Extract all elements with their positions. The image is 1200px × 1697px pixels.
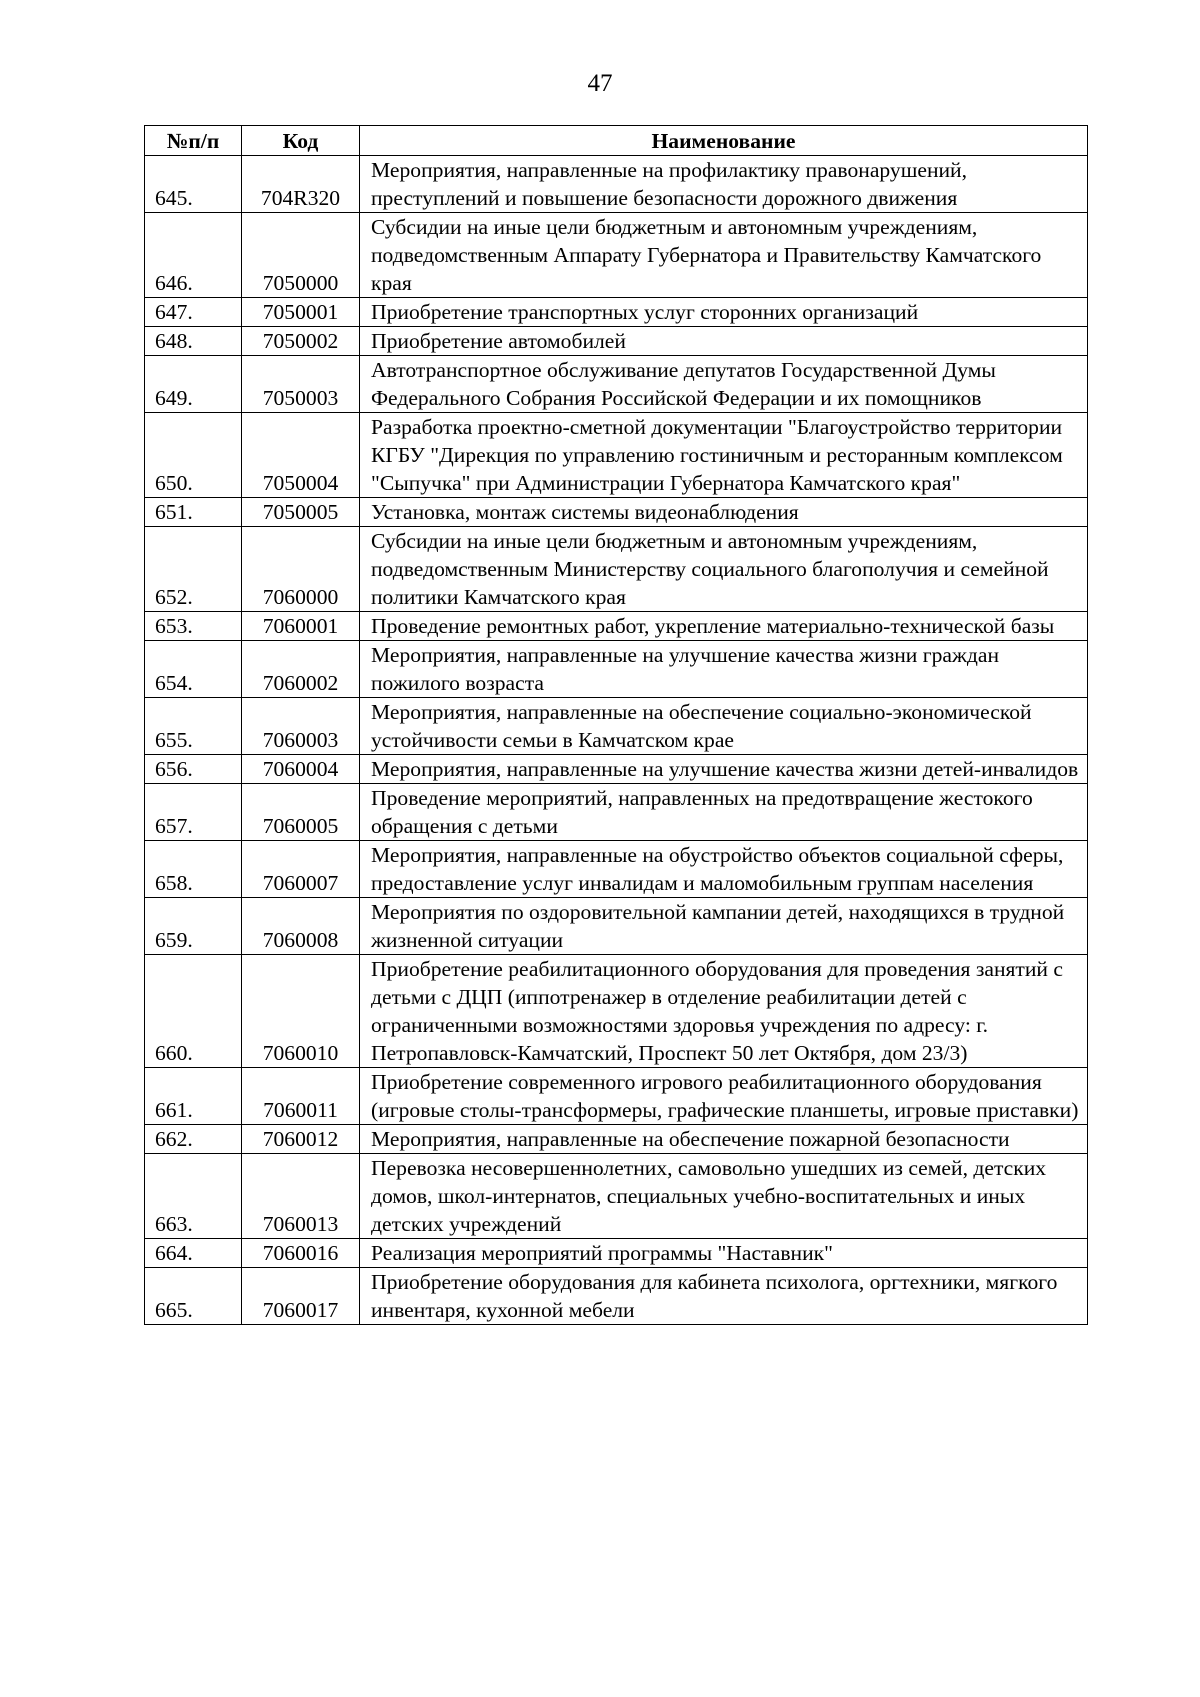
row-number-cell: 653.	[145, 612, 242, 641]
row-name-cell: Реализация мероприятий программы "Наставник"	[360, 1239, 1088, 1268]
row-number-cell: 652.	[145, 527, 242, 612]
row-name-cell: Приобретение оборудования для кабинета психолога, оргтехники, мягкого инвентаря, кухонной мебели	[360, 1268, 1088, 1325]
row-name-cell: Мероприятия, направленные на обеспечение пожарной безопасности	[360, 1125, 1088, 1154]
table-row	[145, 327, 1088, 356]
row-number-cell: 649.	[145, 356, 242, 413]
table-row	[145, 612, 1088, 641]
row-name-cell: Приобретение транспортных услуг сторонних организаций	[360, 298, 1088, 327]
row-code-cell: 7050000	[242, 213, 360, 298]
table-row	[145, 413, 1088, 498]
row-number-cell: 659.	[145, 898, 242, 955]
table-row	[145, 1239, 1088, 1268]
row-number-cell: 655.	[145, 698, 242, 755]
table-row	[145, 784, 1088, 841]
table-row	[145, 213, 1088, 298]
row-number-cell: 660.	[145, 955, 242, 1068]
row-code-cell: 7060005	[242, 784, 360, 841]
table-body	[145, 156, 1088, 1325]
column-header-num: №п/п	[145, 126, 242, 156]
table-header-row	[145, 126, 1088, 156]
row-number-cell: 648.	[145, 327, 242, 356]
table-row	[145, 156, 1088, 213]
table-row	[145, 698, 1088, 755]
row-number-cell: 665.	[145, 1268, 242, 1325]
table-row	[145, 1154, 1088, 1239]
row-name-cell: Установка, монтаж системы видеонаблюдения	[360, 498, 1088, 527]
row-number-cell: 661.	[145, 1068, 242, 1125]
row-code-cell: 7050003	[242, 356, 360, 413]
table-row	[145, 641, 1088, 698]
table-row	[145, 1268, 1088, 1325]
row-number-cell: 651.	[145, 498, 242, 527]
row-name-cell: Субсидии на иные цели бюджетным и автономным учреждениям, подведомственным Министерству социального благополучия и семейной политики Камчатского края	[360, 527, 1088, 612]
table-row	[145, 498, 1088, 527]
row-name-cell: Мероприятия, направленные на обустройство объектов социальной сферы, предоставление услуг инвалидам и маломобильным группам населения	[360, 841, 1088, 898]
table-row	[145, 1125, 1088, 1154]
row-code-cell: 7060007	[242, 841, 360, 898]
row-number-cell: 664.	[145, 1239, 242, 1268]
row-number-cell: 645.	[145, 156, 242, 213]
row-name-cell: Мероприятия, направленные на профилактику правонарушений, преступлений и повышение безопасности дорожного движения	[360, 156, 1088, 213]
row-name-cell: Мероприятия, направленные на обеспечение социально-экономической устойчивости семьи в Камчатском крае	[360, 698, 1088, 755]
row-name-cell: Мероприятия по оздоровительной кампании детей, находящихся в трудной жизненной ситуации	[360, 898, 1088, 955]
table-row	[145, 955, 1088, 1068]
page-number: 47	[587, 70, 613, 97]
row-number-cell: 654.	[145, 641, 242, 698]
row-code-cell: 7050001	[242, 298, 360, 327]
row-number-cell: 650.	[145, 413, 242, 498]
row-name-cell: Мероприятия, направленные на улучшение качества жизни детей-инвалидов	[360, 755, 1088, 784]
row-code-cell: 7060001	[242, 612, 360, 641]
row-number-cell: 663.	[145, 1154, 242, 1239]
row-name-cell: Проведение ремонтных работ, укрепление материально-технической базы	[360, 612, 1088, 641]
row-name-cell: Субсидии на иные цели бюджетным и автономным учреждениям, подведомственным Аппарату Губернатора и Правительству Камчатского края	[360, 213, 1088, 298]
row-name-cell: Разработка проектно-сметной документации "Благоустройство территории КГБУ "Дирекция по управлению гостиничным и ресторанным комплексом "Сыпучка" при Администрации Губернатора Камчатского края"	[360, 413, 1088, 498]
row-code-cell: 7060017	[242, 1268, 360, 1325]
column-header-name: Наименование	[360, 126, 1088, 156]
row-code-cell: 7060004	[242, 755, 360, 784]
row-number-cell: 662.	[145, 1125, 242, 1154]
table-row	[145, 1068, 1088, 1125]
row-number-cell: 646.	[145, 213, 242, 298]
row-code-cell: 7060012	[242, 1125, 360, 1154]
row-name-cell: Мероприятия, направленные на улучшение качества жизни граждан пожилого возраста	[360, 641, 1088, 698]
table-row	[145, 356, 1088, 413]
row-name-cell: Приобретение реабилитационного оборудования для проведения занятий с детьми с ДЦП (иппотренажер в отделение реабилитации детей с ограниченными возможностями здоровья учреждения по адресу: г. Петропавловск-Камчатский, Проспект 50 лет Октября, дом 23/3)	[360, 955, 1088, 1068]
row-number-cell: 658.	[145, 841, 242, 898]
row-code-cell: 7060016	[242, 1239, 360, 1268]
row-code-cell: 7060000	[242, 527, 360, 612]
row-name-cell: Приобретение современного игрового реабилитационного оборудования (игровые столы-трансформеры, графические планшеты, игровые приставки)	[360, 1068, 1088, 1125]
table-row	[145, 755, 1088, 784]
row-name-cell: Перевозка несовершеннолетних, самовольно ушедших из семей, детских домов, школ-интернатов, специальных учебно-воспитательных и иных детских учреждений	[360, 1154, 1088, 1239]
row-code-cell: 7060003	[242, 698, 360, 755]
table-row	[145, 298, 1088, 327]
row-code-cell: 7050002	[242, 327, 360, 356]
row-name-cell: Проведение мероприятий, направленных на предотвращение жестокого обращения с детьми	[360, 784, 1088, 841]
budget-code-table	[144, 125, 1088, 1325]
table-row	[145, 841, 1088, 898]
row-name-cell: Приобретение автомобилей	[360, 327, 1088, 356]
row-code-cell: 7060011	[242, 1068, 360, 1125]
column-header-code: Код	[242, 126, 360, 156]
row-code-cell: 704R320	[242, 156, 360, 213]
row-code-cell: 7060013	[242, 1154, 360, 1239]
row-number-cell: 647.	[145, 298, 242, 327]
row-code-cell: 7050005	[242, 498, 360, 527]
table-row	[145, 898, 1088, 955]
row-code-cell: 7060002	[242, 641, 360, 698]
row-name-cell: Автотранспортное обслуживание депутатов Государственной Думы Федерального Собрания Российской Федерации и их помощников	[360, 356, 1088, 413]
row-code-cell: 7060008	[242, 898, 360, 955]
row-code-cell: 7050004	[242, 413, 360, 498]
row-number-cell: 656.	[145, 755, 242, 784]
row-code-cell: 7060010	[242, 955, 360, 1068]
table-row	[145, 527, 1088, 612]
row-number-cell: 657.	[145, 784, 242, 841]
